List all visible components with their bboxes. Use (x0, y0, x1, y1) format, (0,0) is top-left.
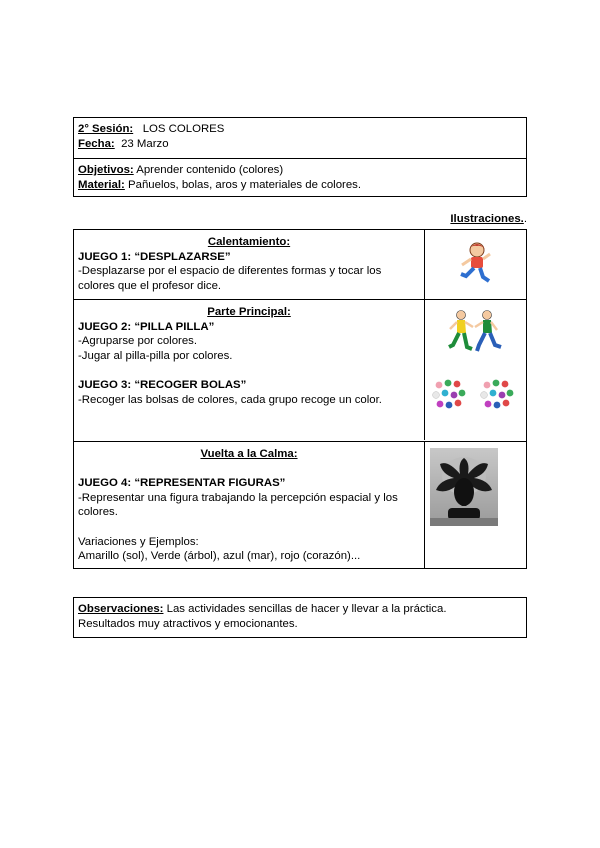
observations-line-2: Resultados muy atractivos y emocionantes. (78, 617, 298, 630)
cooldown-title: Vuelta a la Calma: (200, 448, 298, 460)
material-label: Material: (78, 178, 125, 191)
material-text: Pañuelos, bolas, aros y materiales de colores. (128, 178, 362, 191)
variations-title: Variaciones y Ejemplos: (78, 535, 199, 548)
game1-title: JUEGO 1: “DESPLAZARSE” (78, 250, 231, 263)
game4-title: JUEGO 4: “REPRESENTAR FIGURAS” (78, 477, 286, 490)
warmup-illustration-cell (425, 230, 526, 299)
shadow-figure-photo (430, 448, 498, 526)
game3-title: JUEGO 3: “RECOGER BOLAS” (78, 378, 247, 391)
game1-line-2: colores que el profesor dice. (78, 279, 222, 292)
activities-table (73, 229, 527, 569)
session-date: 23 Marzo (121, 137, 169, 150)
game4-line-2: colores. (78, 506, 118, 519)
cooldown-cell (74, 442, 425, 568)
session-info-row (74, 118, 526, 159)
colored-balls-illustration (431, 379, 519, 415)
session-name: LOS COLORES (142, 123, 225, 135)
observations-label: Observaciones: (78, 603, 164, 615)
date-label: Fecha: (78, 137, 115, 150)
game2-title: JUEGO 2: “PILLA PILLA” (78, 320, 215, 333)
game4-line-1: -Representar una figura trabajando la percepción espacial y los (78, 491, 398, 504)
objectives-text: Aprender contenido (colores) (136, 164, 284, 176)
session-header-box (73, 117, 527, 197)
game3-line-1: -Recoger las bolsas de colores, cada grupo recoge un color. (78, 393, 382, 406)
variations-text: Amarillo (sol), Verde (árbol), azul (mar), rojo (corazón)... (78, 550, 361, 563)
objectives-label: Objetivos: (78, 164, 134, 176)
cooldown-illustration-cell (425, 442, 526, 568)
illustrations-heading-trail: . (523, 213, 527, 225)
objectives-row (74, 159, 526, 198)
session-label: 2° Sesión: (78, 123, 134, 135)
tag-game-illustration (447, 309, 503, 359)
observations-line-1: Las actividades sencillas de hacer y llevar a la práctica. (166, 603, 447, 615)
game1-line-1: -Desplazarse por el espacio de diferentes formas y tocar los (78, 265, 382, 278)
observations-box (73, 597, 527, 638)
warmup-cell (74, 230, 425, 299)
main-part-cell (74, 300, 425, 440)
main-part-title: Parte Principal: (207, 306, 291, 318)
illustrations-heading: Ilustraciones.. (450, 213, 527, 225)
main-part-illustration-cell (425, 300, 526, 440)
warmup-title: Calentamiento: (207, 236, 291, 248)
game2-line-2: -Jugar al pilla-pilla por colores. (78, 349, 233, 362)
game2-line-1: -Agruparse por colores. (78, 335, 198, 348)
running-child-illustration (457, 241, 497, 285)
